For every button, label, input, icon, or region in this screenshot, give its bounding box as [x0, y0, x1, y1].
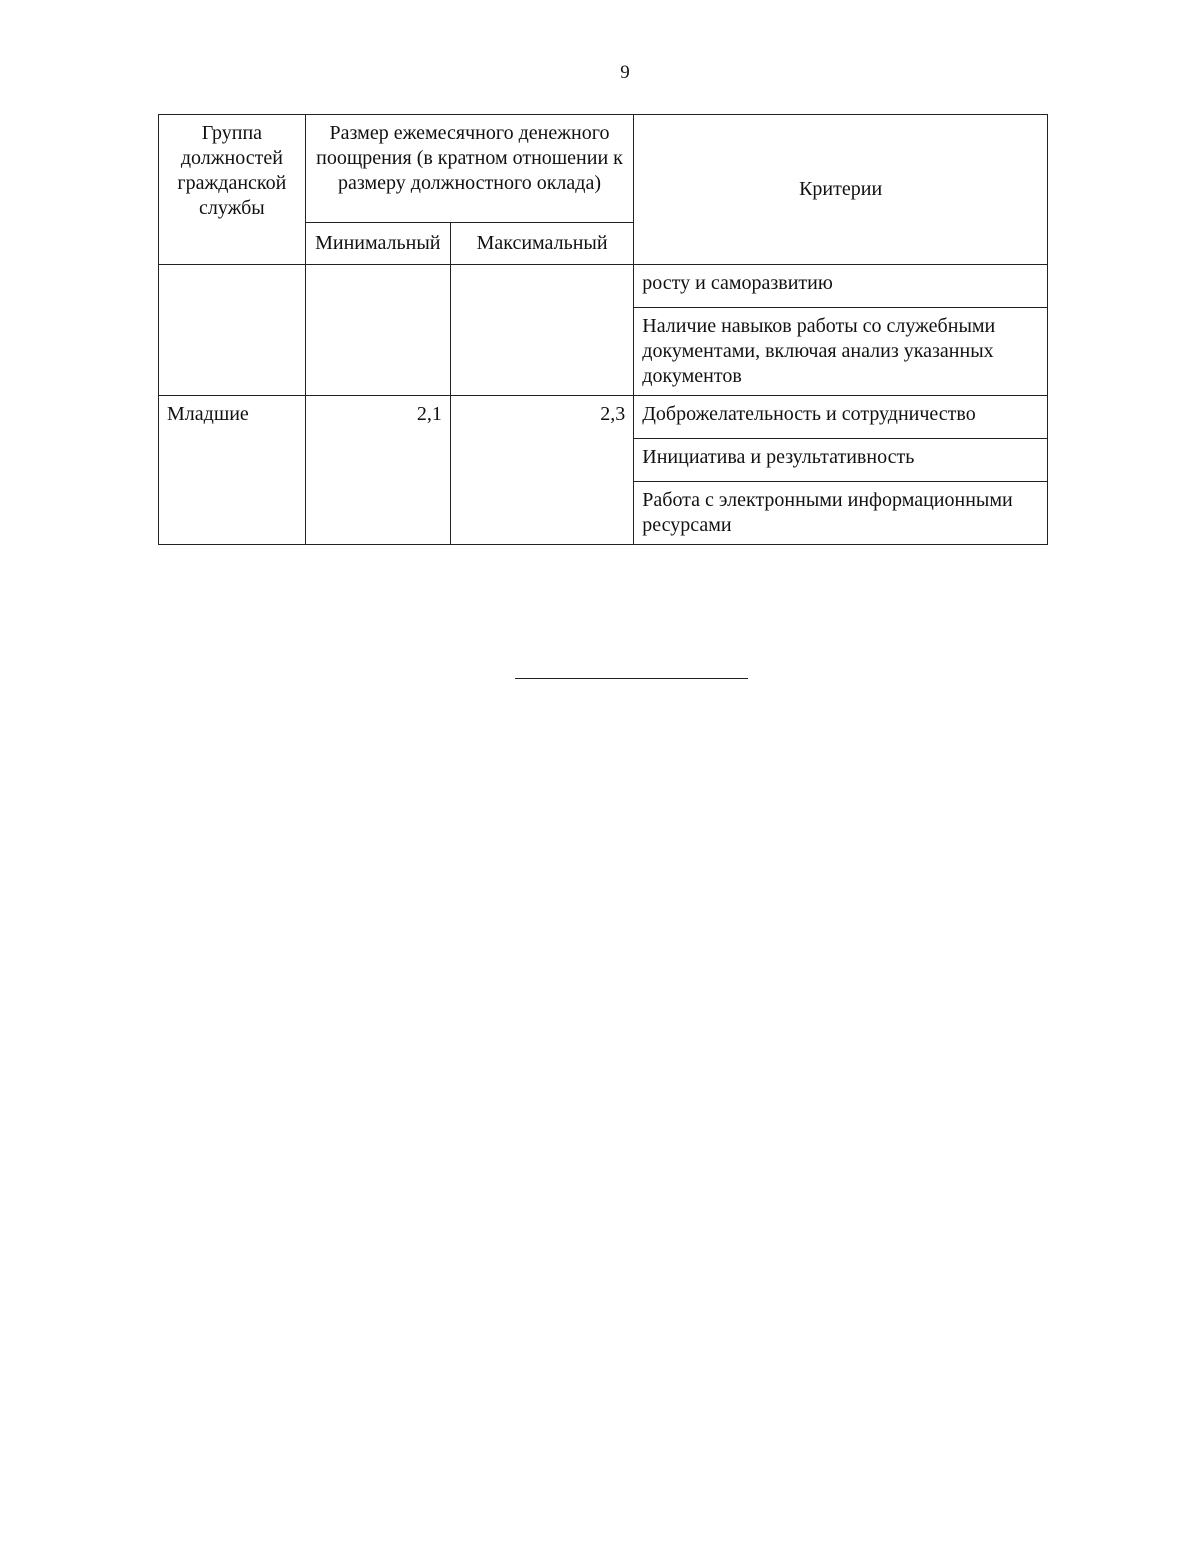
- group-cell: Младшие: [159, 396, 306, 545]
- criteria-table: [158, 114, 1048, 545]
- criteria-cell: Доброжелательность и сотрудничество: [634, 396, 1048, 439]
- table-row: [159, 396, 1048, 439]
- max-cell: [450, 265, 633, 396]
- min-cell: [305, 265, 450, 396]
- criteria-cell: росту и саморазвитию: [634, 265, 1048, 308]
- table-header: [159, 115, 1048, 265]
- header-min: Минимальный: [305, 223, 450, 265]
- criteria-cell: Работа с электронными информационными ресурсами: [634, 482, 1048, 545]
- header-group: Группа должностей гражданской службы: [159, 115, 306, 265]
- header-criteria: Критерии: [634, 115, 1048, 265]
- end-rule: [515, 678, 748, 679]
- header-size: Размер ежемесячного денежного поощрения (в кратном отношении к размеру должностного оклада): [305, 115, 634, 223]
- table-body: [159, 265, 1048, 545]
- page-number: 9: [620, 62, 630, 83]
- criteria-cell: Инициатива и результативность: [634, 439, 1048, 482]
- max-cell: 2,3: [450, 396, 633, 545]
- min-cell: 2,1: [305, 396, 450, 545]
- table-row: [159, 265, 1048, 308]
- header-row: [159, 115, 1048, 223]
- criteria-cell: Наличие навыков работы со служебными документами, включая анализ указанных документов: [634, 308, 1048, 396]
- group-cell: [159, 265, 306, 396]
- header-max: Максимальный: [450, 223, 633, 265]
